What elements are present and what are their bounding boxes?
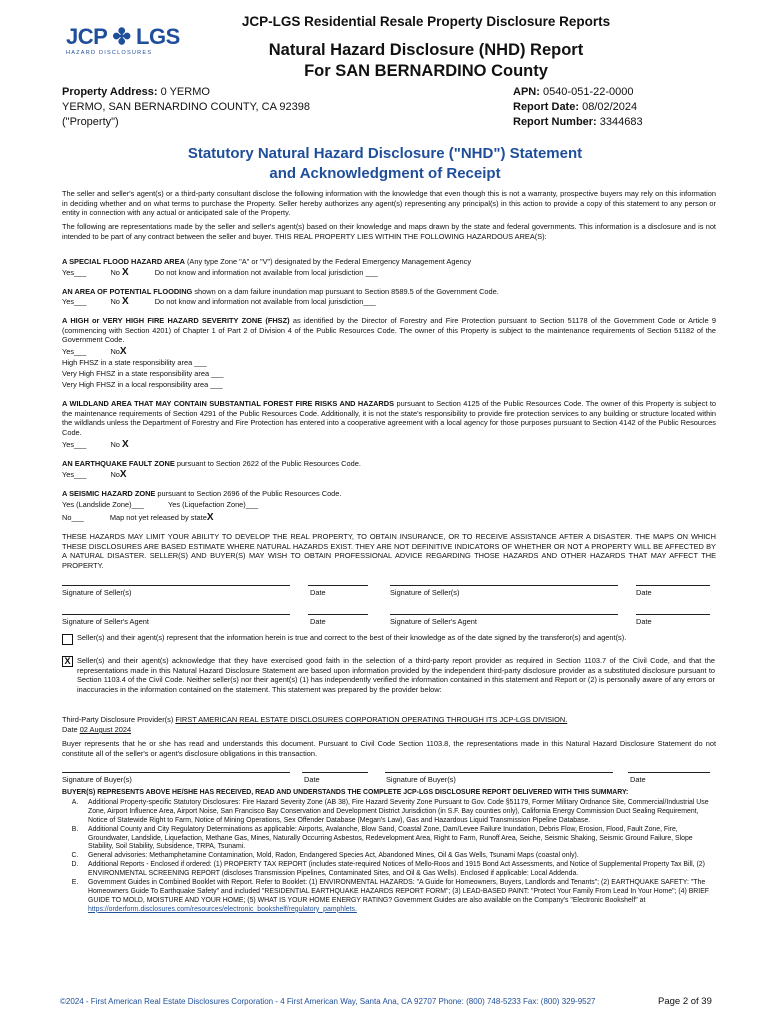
seismic-no: No___: [62, 513, 84, 522]
fire-very-high-state-area: Very High FHSZ in a state responsibility area ___: [62, 369, 224, 378]
property-address-line-3: ("Property"): [62, 116, 119, 128]
seller-signature-label: Signature of Seller(s): [62, 588, 132, 597]
flood-hazard-heading: A SPECIAL FLOOD HAZARD AREA (Any type Zone "A" or "V") designated by the Federal Emergency Management Agency: [62, 257, 472, 266]
buyer-date-line: [302, 772, 368, 773]
agent-date-line-2: [636, 614, 710, 615]
agent-signature-label-2: Signature of Seller's Agent: [390, 617, 477, 626]
agent-date-label: Date: [310, 617, 326, 626]
agent-date-line: [308, 614, 368, 615]
good-faith-text: Seller(s) and their agent(s) acknowledge that they have exercised good faith in the selection of a third-party report provider as required in Section 1103.7 of the Civil Code, and that the representations made in this Natural Hazard Disclosure Statement are based upon information provided by the independent third-party disclosure provider as a substituted disclosure pursuant to Section 1103.4 of the Civil Code. Neither seller(s) nor their agent(s) (1) has independently verified the information contained in this statement and Report or (2) is personally aware of any errors or inaccuracies in the information contained on the statement. This statement was prepared by the provider below:: [77, 656, 715, 694]
report-title: [186, 40, 666, 82]
provider-line: [62, 715, 567, 725]
provider-date-line: [62, 725, 131, 735]
seismic-heading: A SEISMIC HAZARD ZONE pursuant to Section 2696 of the Public Resources Code.: [62, 489, 342, 498]
hazards-warning: THESE HAZARDS MAY LIMIT YOUR ABILITY TO DEVELOP THE REAL PROPERTY, TO OBTAIN INSURANCE, OR TO RECEIVE ASSISTANCE AFTER A DISASTER. THE MAPS ON WHICH THESE DISCLOSURES ARE BASED ESTIMATE WHERE NATURAL HAZARDS EXIST. THEY ARE NOT DEFINITIVE INDICATORS OF WHETHER OR NOT A PROPERTY WILL BE AFFECTED BY A NATURAL DISASTER. SELLER(S) AND BUYER(S) MAY WISH TO OBTAIN PROFESSIONAL ADVICE REGARDING THOSE HAZARDS AND OTHER HAZARDS THAT MAY AFFECT THE PROPERTY.: [62, 532, 716, 570]
provider-date-label: Date: [62, 725, 78, 734]
flood-no: No X: [110, 267, 129, 278]
statement-title: [62, 144, 708, 184]
earthquake-heading: AN EARTHQUAKE FAULT ZONE pursuant to Section 2622 of the Public Resources Code.: [62, 459, 361, 468]
fire-state-area: High FHSZ in a state responsibility area ___: [62, 358, 207, 367]
seismic-liquefaction: Yes (Liquefaction Zone)___: [167, 500, 259, 509]
buyer-signature-line-2: [385, 772, 613, 773]
bookshelf-link[interactable]: https://orderform.disclosures.com/resources/electronic_bookshelf/regulatory_pamphlets.: [88, 905, 357, 913]
fire-very-high-local-area: Very High FHSZ in a local responsibility area ___: [62, 380, 223, 389]
dam-flooding-heading: AN AREA OF POTENTIAL FLOODING shown on a dam failure inundation map pursuant to Section 8589.5 of the Government Code.: [62, 287, 499, 296]
x-mark: X: [119, 346, 127, 357]
wildland-paragraph: A WILDLAND AREA THAT MAY CONTAIN SUBSTANTIAL FOREST FIRE RISKS AND HAZARDS pursuant to Section 4125 of the Public Resources Code. The owner of this Property is subject to the maintenance requirements of Section 4291 of the Public Resources Code. Additionally, it is not the state's responsibility to provide fire protection services to any building or structure located within the wildlands unless the Department of Forestry and Fire Protection has entered into a cooperative agreement with a local agency for those purposes pursuant to Section 4142 of the Public Resources Code.: [62, 399, 716, 437]
agent-signature-line: [62, 614, 290, 615]
report-series-title: JCP-LGS Residential Resale Property Disclosure Reports: [241, 14, 611, 29]
dam-no: No X: [110, 296, 129, 307]
logo-subtext: HAZARD DISCLOSURES: [66, 50, 153, 56]
provider-name: FIRST AMERICAN REAL ESTATE DISCLOSURES CORPORATION OPERATING THROUGH ITS JCP-LGS DIVISION.: [175, 715, 568, 724]
buyer-signature-line: [62, 772, 290, 773]
fire-answers: [62, 347, 127, 357]
statement-title-line-1: Statutory Natural Hazard Disclosure ("NHD") Statement: [187, 145, 583, 162]
dam-flooding-answers: [62, 297, 376, 307]
flood-hazard-answers: [62, 268, 378, 278]
page-number: Page 2 of 39: [658, 996, 712, 1007]
report-number-value: 3344683: [599, 116, 643, 128]
property-address-label: Property Address:: [62, 86, 158, 98]
seller-signature-label-2: Signature of Seller(s): [390, 588, 460, 597]
buyer-representation: Buyer represents that he or she has read and understands this document. Pursuant to Civil Code Section 1103.8, the representations made in this Natural Hazard Disclosure Statement do not constitute all of the seller's or agent's disclosure obligations in this transaction.: [62, 739, 716, 758]
x-mark: X: [121, 267, 129, 278]
agent-signature-line-2: [390, 614, 618, 615]
provider-label: Third-Party Disclosure Provider(s): [62, 715, 174, 724]
list-item: C. General advisories: Methamphetamine Contamination, Mold, Radon, Endangered Species Act, Abandoned Mines, Oil & Gas Wells, Tsunami Maps (coastal only).: [71, 852, 579, 860]
report-meta-block: [513, 85, 643, 130]
buyer-date-label-2: Date: [630, 775, 646, 784]
property-address-line-1: 0 YERMO: [160, 86, 210, 98]
seller-signature-line: [62, 585, 290, 586]
x-mark: X: [121, 439, 129, 450]
fire-hazard-paragraph: A HIGH or VERY HIGH FIRE HAZARD SEVERITY ZONE (FHSZ) as identified by the Director of Forestry and Fire Protection pursuant to Section 51178 of the Government Code or Article 9 (commencing with Section 4201) of Chapter 1 of Part 2 of Division 4 of the Public Resources Code. The owner of this Property is subject to the maintenance requirements of Section 51182 of the Government Code.: [62, 316, 716, 345]
seller-date-label-2: Date: [636, 588, 652, 597]
wildland-yes: Yes___: [62, 440, 87, 449]
wildland-answers: [62, 440, 129, 450]
representation-text: Seller(s) and their agent(s) represent that the information herein is true and correct to the best of their knowledge as of the date signed by the transferor(s) and agent(s).: [77, 633, 627, 642]
dam-unknown: Do not know and information not available from local jurisdiction___: [154, 297, 376, 306]
buyer-signature-label: Signature of Buyer(s): [62, 775, 132, 784]
received-section: [62, 789, 716, 915]
intro-paragraph-2: The following are representations made by the seller and seller's agent(s) based on their knowledge and maps drawn by the state and federal governments. This information is a disclosure and is not intended to be part of any contract between the seller and buyer. THIS REAL PROPERTY LIES WITHIN THE FOLLOWING HAZARDOUS AREA(S):: [62, 222, 716, 241]
intro-paragraph-1: The seller and seller's agent(s) or a third-party consultant disclose the following information with the knowledge that even though this is not a warranty, prospective buyers may rely on this information in deciding whether and on what terms to purchase the Property. Seller hereby authorizes any agent(s) representing any principal(s) in this action to provide a copy of this statement to any person or entity in connection with any actual or anticipated sale of the Property.: [62, 189, 716, 218]
seller-date-line: [308, 585, 368, 586]
apn-value: 0540-051-22-0000: [542, 86, 634, 98]
jcp-lgs-logo: [66, 26, 186, 62]
earthquake-no: NoX: [110, 469, 127, 480]
agent-date-label-2: Date: [636, 617, 652, 626]
good-faith-checkbox[interactable]: X: [62, 656, 73, 667]
dam-yes: Yes___: [62, 297, 87, 306]
buyer-date-line-2: [628, 772, 710, 773]
flood-unknown: Do not know and information not available from local jurisdiction ___: [154, 268, 378, 277]
apn-label: APN:: [513, 86, 540, 98]
buyer-signature-label-2: Signature of Buyer(s): [386, 775, 456, 784]
earthquake-answers: [62, 470, 127, 480]
flood-yes: Yes___: [62, 268, 87, 277]
list-item: E. Government Guides in Combined Booklet with Report. Refer to Booklet: (1) ENVIRONMENTAL HAZARDS: "A Guide for Homeowners, Buyers, Landlords and Tenants"; (2) EARTHQUAKE SAFETY: "The Homeowners Guide To Earthquake Safety" and included "RESIDENTIAL EARTHQUAKE HAZARDS REPORT FORM"; (3) LEAD-BASED PAINT: "Protect Your Family From Lead In Your Home"; (4) BRIEF GUIDE TO MOLD, MOISTURE AND YOUR HOME; (5) WHAT IS YOUR HOME ENERGY RATING? Government Guides are also available on the Company's "Electronic Bookshelf" at https://orderform.disclosures.com/resources/electronic_bookshelf/regulatory_pamphlets.: [71, 879, 709, 913]
fire-yes: Yes___: [62, 347, 87, 356]
wildland-no: No X: [110, 439, 129, 450]
seismic-landslide: Yes (Landslide Zone)___: [62, 500, 144, 509]
list-item: B. Additional County and City Regulatory Determinations as applicable: Airports, Avalanche, Blow Sand, Coastal Zone, Dam/Levee Failure Inundation, Debris Flow, Erosion, Flood, Fault Zone, Fire, Groundwater, Landslide, Liquefaction, Methane Gas, Mines, Naturally Occurring Asbestos, Redevelopment Area, Right to Farm, Runoff Area, Seiche, Seismic Shaking, Seismic Ground Failure, Slope Stability, Soil Stability, Subsidence, TRPA, Tsunami.: [71, 825, 693, 851]
list-item: A. Additional Property-specific Statutory Disclosures: Fire Hazard Severity Zone (AB 38), Fire Hazard Severity Zone Pursuant to Gov. Code §51179, Former Military Ordnance Site, Commercial/Industrial Use Zone, Airport Influence Area, Airport Noise, San Francisco Bay Conservation and Development District Jurisdiction (in S.F. Bay counties only), California Energy Commission Duct Sealing Requirement, Notice of Statewide Right to Farm, Notice of Mining Operations, Sex Offender Database (Megan's Law), Gas and Hazardous Liquid Transmission Pipeline Database.: [71, 798, 709, 824]
x-mark: X: [119, 469, 127, 480]
logo-text: JCP ✤ LGS: [66, 24, 180, 49]
report-date-value: 08/02/2024: [582, 101, 638, 113]
list-item: D. Additional Reports - Enclosed if ordered: (1) PROPERTY TAX REPORT (includes state-required Notices of Mello-Roos and 1915 Bond Act Assessments, and Notice of Supplemental Property Tax Bill, (2) ENVIRONMENTAL SCREENING REPORT (discloses Transmission Pipelines, Contaminated Sites, and Oil & Gas Wells). Enclosed if applicable: Local Addenda.: [71, 861, 705, 878]
seismic-no-answers: [62, 513, 213, 523]
received-title: BUYER(S) REPRESENTS ABOVE HE/SHE HAS RECEIVED, READ AND UNDERSTANDS THE COMPLETE JCP-LGS DISCLOSURE REPORT DELIVERED WITH THIS SUMMARY:: [62, 789, 629, 796]
report-title-line-1: Natural Hazard Disclosure (NHD) Report: [268, 41, 584, 59]
earthquake-yes: Yes___: [62, 470, 87, 479]
property-address-block: [62, 85, 310, 130]
x-mark: X: [121, 296, 129, 307]
provider-date: 02 August 2024: [79, 725, 132, 734]
fire-no: NoX: [110, 346, 127, 357]
buyer-date-label: Date: [304, 775, 320, 784]
seller-signature-line-2: [390, 585, 618, 586]
statement-title-line-2: and Acknowledgment of Receipt: [269, 165, 501, 182]
agent-signature-label: Signature of Seller's Agent: [62, 617, 149, 626]
seller-date-label: Date: [310, 588, 326, 597]
representation-checkbox[interactable]: [62, 634, 73, 645]
footer-copyright: ©2024 - First American Real Estate Disclosures Corporation - 4 First American Way, Santa Ana, CA 92707 Phone: (800) 748-5233 Fax: (800) 329-9527: [60, 997, 596, 1006]
report-date-label: Report Date:: [513, 101, 580, 113]
property-address-line-2: YERMO, SAN BERNARDINO COUNTY, CA 92398: [62, 101, 310, 113]
report-number-label: Report Number:: [513, 116, 597, 128]
seismic-not-released: Map not yet released by stateX: [109, 512, 214, 523]
seismic-yes-answers: [62, 500, 258, 510]
seller-date-line-2: [636, 585, 710, 586]
report-title-line-2: For SAN BERNARDINO County: [304, 62, 548, 80]
x-mark: X: [206, 512, 214, 523]
